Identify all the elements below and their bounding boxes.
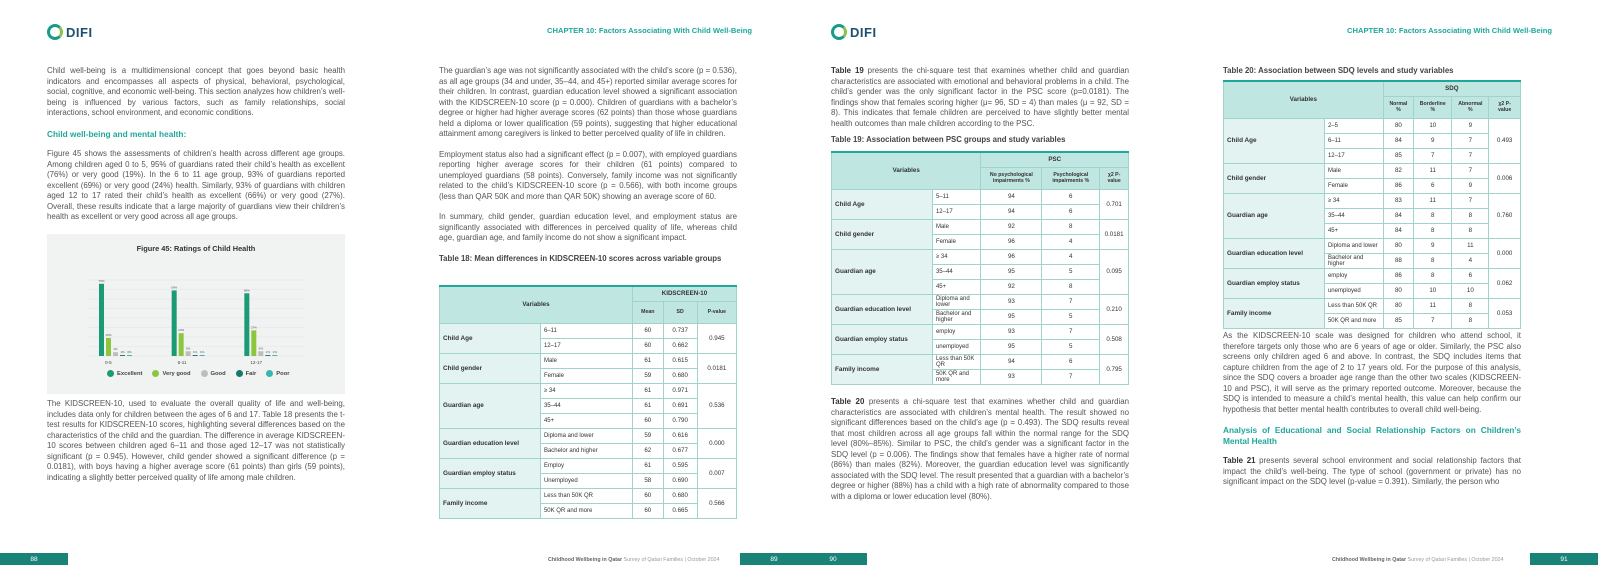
table-subgroup: Diploma and lower [1324, 238, 1383, 253]
difi-logo [831, 24, 877, 40]
table-cell: 92 [981, 279, 1042, 294]
table-group-label: Child Age [1224, 118, 1325, 163]
x-tick-label: 0-5 [105, 360, 112, 365]
table-subgroup: unemployed [932, 339, 980, 354]
x-tick-label: 12-17 [250, 360, 263, 365]
data-label: 4% [113, 347, 118, 352]
paragraph: The KIDSCREEN-10, used to evaluate the overall quality of life and well-being, includes data only for children between the ages of 6 and 17. Table 18 presents the t-test results for KIDSCREEN-10 scores, highlighting several differences based on the characteristics of the child and the guardian. The difference in average KIDSCREEN-10 scores between children aged 6–11 and those aged 12–17 was not statistically significant (p = 0.945). However, child gender showed a significant difference (p = 0.0181), with boys having a higher average score (61 points) than girls (59 points), indicating a slightly better perceived quality of life among male children. [47, 399, 345, 482]
table-cell: 11 [1414, 298, 1452, 313]
table-p-value: 0.062 [1489, 268, 1521, 298]
table-row [440, 323, 737, 338]
data-label: 5% [185, 346, 191, 351]
table-row [832, 219, 1129, 234]
bar-excellent-0-5 [99, 284, 104, 356]
table-subgroup: 45+ [932, 279, 980, 294]
table-cell: 61 [632, 458, 663, 473]
table-cell: 8 [1452, 223, 1489, 238]
table-18 [439, 285, 737, 519]
bar-good-12-17 [258, 351, 263, 356]
table-group-label: Guardian education level [832, 294, 933, 324]
table-cell: 10 [1414, 118, 1452, 133]
table-row [1224, 193, 1521, 208]
data-label: 66% [243, 288, 250, 293]
table-cell: 95 [981, 264, 1042, 279]
table-cell: 7 [1452, 163, 1489, 178]
table-cell: 60 [632, 323, 663, 338]
table-cell: 4 [1042, 249, 1100, 264]
bar-fair-0-5 [120, 355, 125, 356]
section-heading: Analysis of Educational and Social Relationship Factors on Children’s Mental Health [1223, 425, 1521, 446]
table-p-value: 0.053 [1489, 298, 1521, 328]
table-p-value: 0.0181 [697, 353, 736, 383]
table-header-variables: Variables [832, 152, 981, 189]
table-cell: 80 [1383, 298, 1413, 313]
table-cell: 11 [1414, 163, 1452, 178]
table-cell: 94 [981, 189, 1042, 204]
paragraph: Employment status also had a significant effect (p = 0.007), with employed guardians reporting higher average scores for their children (61 points) compared to unemployed guardians (58 points). Conversely, family income was not significantly related to the child’s KIDSCREEN-10 score (p = 0.566), with both income groups (less than QAR 50K and more than QAR 50K) showing an average score of 60. [439, 149, 737, 201]
table-row [1224, 238, 1521, 253]
table-cell: 93 [981, 324, 1042, 339]
table-header-variables: Variables [440, 286, 633, 323]
data-label: 76% [98, 278, 105, 283]
table-subgroup: Female [932, 234, 980, 249]
table-row [832, 189, 1129, 204]
paragraph: The guardian’s age was not significantly associated with the child’s score (p = 0.536), as all age groups (34 and under, 35–44, and 45+) reported similar average scores for their children. In contrast, guardian education level showed a significant association with the KIDSCREEN-10 score (p = 0.000). Children of guardians with a bachelor’s degree or higher had higher average scores (62 points) than those whose guardians held a diploma or lower qualification (59 points), suggesting that higher educational attainment among caregivers is linked to better perceived quality of life in children. [439, 66, 737, 138]
data-label: 1% [272, 350, 278, 355]
table-cell: 9 [1414, 238, 1452, 253]
table-cell: 7 [1042, 324, 1100, 339]
page-number: 89 [740, 553, 808, 565]
table-cell: 8 [1452, 298, 1489, 313]
legend-label: Excellent [117, 370, 143, 377]
table-cell: 80 [1383, 118, 1413, 133]
table-subgroup: ≥ 34 [1324, 193, 1383, 208]
table-p-value: 0.006 [1489, 163, 1521, 193]
table-cell: 8 [1414, 253, 1452, 268]
spread-pages-90-91 [800, 0, 1600, 565]
table-column-header: P-value [697, 301, 736, 323]
table-caption: Table 20: Association between SDQ levels and study variables [1223, 66, 1454, 75]
table-cell: 6 [1452, 268, 1489, 283]
table-cell: 95 [981, 339, 1042, 354]
table-cell: 58 [632, 473, 663, 488]
bar-fair-12-17 [265, 355, 270, 356]
table-cell: 0.690 [663, 473, 697, 488]
table-column-header: Abnormal % [1452, 96, 1489, 118]
table-cell: 6 [1042, 204, 1100, 219]
table-cell: 4 [1042, 234, 1100, 249]
table-p-value: 0.566 [697, 488, 736, 518]
table-group-label: Child gender [440, 353, 541, 383]
legend-swatch-icon [236, 370, 243, 377]
table-subgroup: employ [1324, 268, 1383, 283]
table-20 [1223, 80, 1521, 329]
bar-poor-0-5 [127, 355, 132, 356]
table-subgroup: 12–17 [932, 204, 980, 219]
table-subgroup: Bachelor and higher [932, 309, 980, 324]
bar-poor-12-17 [272, 355, 277, 356]
table-p-value: 0.000 [1489, 238, 1521, 268]
table-subgroup: 6–11 [540, 323, 632, 338]
table-header-group: PSC [981, 152, 1129, 167]
table-cell: 11 [1452, 238, 1489, 253]
table-row [832, 324, 1129, 339]
table-cell: 0.595 [663, 458, 697, 473]
paragraph: As the KIDSCREEN-10 scale was designed for children who attend school, it therefore targets only those who are 6 years of age or older. Similarly, the PSC also screens only children aged 6 and above. In contrast, the SDQ includes items that capture children from the age of 2 to 17 years old. For the purpose of this analysis, since the SDQ covers a broader age range than the other two scales (KIDSCREEN-10 and PSC), it will serve as the primary reported outcome. Moreover, because the SDQ is intended to measure a child’s mental health, this value can help confirm our hypothesis that better mental health contributes to overall child well-being. [1223, 331, 1521, 414]
table-group-label: Child Age [832, 189, 933, 219]
data-label: 69% [171, 285, 178, 290]
paragraph: Table 19 presents the chi-square test that examines whether child and guardian characteristics are associated with emotional and behavioral problems in a child. The child’s gender was the only significant factor in the PSC score (p=0.0181). The findings show that females scoring higher (μ= 96, SD = 4) than males (μ = 92, SD = 8). This indicates that female children are perceived to have slightly better mental health outcomes than male children according to the PSC. [831, 66, 1130, 128]
table-cell: 8 [1414, 268, 1452, 283]
table-cell: 60 [632, 488, 663, 503]
table-header-variables: Variables [1224, 81, 1384, 118]
table-cell: 7 [1414, 313, 1452, 328]
table-cell: 8 [1042, 279, 1100, 294]
table-cell: 6 [1042, 354, 1100, 369]
table-subgroup: 45+ [1324, 223, 1383, 238]
table-19 [831, 151, 1129, 385]
table-cell: 7 [1452, 133, 1489, 148]
page-number: 88 [0, 553, 68, 565]
table-column-header: χ2 P-value [1100, 167, 1129, 189]
table-column-header: Borderline % [1414, 96, 1452, 118]
table-cell: 86 [1383, 178, 1413, 193]
table-cell: 8 [1452, 208, 1489, 223]
page-number: 90 [799, 553, 867, 565]
table-row [440, 458, 737, 473]
table-group-label: Guardian age [440, 383, 541, 428]
legend-label: Fair [245, 370, 257, 377]
table-column-header: χ2 P-value [1489, 96, 1521, 118]
legend-swatch-icon [201, 370, 208, 377]
table-column-header: No psychological impairments % [981, 167, 1042, 189]
footer-credit: Childhood Wellbeing in Qatar Survey of Qatari Families | October 2024 [548, 557, 720, 563]
table-group-label: Guardian employ status [1224, 268, 1325, 298]
table-cell: 84 [1383, 208, 1413, 223]
table-subgroup: Male [540, 353, 632, 368]
table-subgroup: 2–5 [1324, 118, 1383, 133]
table-subgroup: 50K QR and more [1324, 313, 1383, 328]
table-cell: 82 [1383, 163, 1413, 178]
legend-label: Very good [162, 370, 191, 377]
table-cell: 59 [632, 368, 663, 383]
table-cell: 80 [1383, 283, 1413, 298]
table-cell: 7 [1042, 294, 1100, 309]
table-subgroup: 6–11 [1324, 133, 1383, 148]
table-p-value: 0.095 [1100, 249, 1129, 294]
data-label: 27% [250, 325, 257, 330]
page-88-column-top [47, 66, 345, 233]
bar-good-0-5 [113, 352, 118, 356]
table-cell: 0.665 [663, 503, 697, 518]
table-cell: 7 [1452, 148, 1489, 163]
table-p-value: 0.000 [697, 428, 736, 458]
table-cell: 93 [981, 294, 1042, 309]
table-group-label: Child gender [832, 219, 933, 249]
table-header-group: KIDSCREEN-10 [632, 286, 736, 301]
table-cell: 96 [981, 234, 1042, 249]
table-subgroup: 12–17 [1324, 148, 1383, 163]
table-subgroup: Female [540, 368, 632, 383]
table-caption: Table 18: Mean differences in KIDSCREEN-10 scores across variable groups [439, 253, 722, 263]
table-cell: 94 [981, 204, 1042, 219]
table-cell: 84 [1383, 223, 1413, 238]
table-cell: 9 [1414, 133, 1452, 148]
table-subgroup: 50K QR and more [540, 503, 632, 518]
chart-title: Figure 45: Ratings of Child Health [136, 244, 256, 253]
data-label: 0% [127, 350, 132, 355]
table-cell: 7 [1414, 148, 1452, 163]
table-cell: 0.616 [663, 428, 697, 443]
table-cell: 6 [1042, 189, 1100, 204]
difi-logo-icon [831, 24, 847, 40]
table-row [440, 353, 737, 368]
table-p-value: 0.701 [1100, 189, 1129, 219]
bar-excellent-6-11 [172, 290, 177, 356]
data-label: 1% [120, 350, 125, 355]
logo-text: DIFI [66, 24, 93, 40]
table-cell: 0.662 [663, 338, 697, 353]
logo-text: DIFI [850, 24, 877, 40]
table-cell: 0.677 [663, 443, 697, 458]
legend-item [107, 370, 142, 377]
table-cell: 92 [981, 219, 1042, 234]
table-cell: 60 [632, 338, 663, 353]
table-subgroup: 35–44 [932, 264, 980, 279]
table-p-value: 0.760 [1489, 193, 1521, 238]
table-row [440, 383, 737, 398]
table-cell: 0.790 [663, 413, 697, 428]
table-cell: 86 [1383, 268, 1413, 283]
page-90-column-bottom [831, 397, 1129, 512]
table-cell: 8 [1452, 313, 1489, 328]
table-cell: 59 [632, 428, 663, 443]
figure-45 [47, 234, 345, 394]
table-subgroup: Bachelor and higher [1324, 253, 1383, 268]
table-subgroup: Diploma and lower [540, 428, 632, 443]
table-cell: 8 [1042, 219, 1100, 234]
table-cell: 5 [1042, 264, 1100, 279]
page-91-column [1223, 331, 1521, 498]
table-cell: 60 [632, 503, 663, 518]
table-subgroup: Employ [540, 458, 632, 473]
table-subgroup: 35–44 [540, 398, 632, 413]
table-p-value: 0.795 [1100, 354, 1129, 384]
table-cell: 4 [1452, 253, 1489, 268]
table-subgroup: Diploma and lower [932, 294, 980, 309]
table-cell: 62 [632, 443, 663, 458]
table-group-label: Family income [832, 354, 933, 384]
table-group-label: Guardian age [1224, 193, 1325, 238]
table-subgroup: unemployed [1324, 283, 1383, 298]
section-heading: Child well-being and mental health: [47, 128, 187, 139]
legend-item [236, 370, 257, 377]
table-subgroup: Unemployed [540, 473, 632, 488]
legend-label: Good [210, 370, 226, 377]
legend-item [152, 370, 190, 377]
paragraph: Figure 45 shows the assessments of children’s health across different age groups. Among children aged 0 to 5, 95% of guardians rated their child’s health as excellent (76%) or very good (19%). In the 6 to 11 age group, 93% of guardians reported excellent (69%) or very good (24%) health. Similarly, 93% of guardians with children aged 12 to 17 rated their child’s health as excellent (66%) or very good (27%). Overall, these results indicate that a large majority of guardians view their children’s health as excellent or very good across all age groups. [47, 149, 345, 221]
paragraph: Child well-being is a multidimensional concept that goes beyond basic health indicators and encompasses all aspects of physical, behavioral, psychological, social, cognitive, and economic well-being. This section analyzes how children’s well-being is influenced by various factors, such as family relationships, social interactions, school environment, and economic conditions. [47, 66, 345, 117]
table-subgroup: Less than 50K QR [1324, 298, 1383, 313]
table-p-value: 0.007 [697, 458, 736, 488]
table-cell: 0.737 [663, 323, 697, 338]
table-subgroup: Bachelor and higher [540, 443, 632, 458]
table-subgroup: Female [1324, 178, 1383, 193]
table-cell: 61 [632, 398, 663, 413]
bar-good-6-11 [186, 351, 191, 356]
table-subgroup: 45+ [540, 413, 632, 428]
bar-very-good-6-11 [179, 333, 184, 356]
bar-excellent-12-17 [244, 293, 249, 356]
table-group-label: Guardian employ status [832, 324, 933, 354]
table-group-label: Guardian age [832, 249, 933, 294]
legend-item [201, 370, 226, 377]
chapter-title: CHAPTER 10: Factors Associating With Child Well-Being [1347, 26, 1552, 35]
paragraph: In summary, child gender, guardian education level, and employment status are significantly associated with differences in perceived quality of life, whereas child age, guardian age, and family income do not show a significant impact. [439, 212, 737, 242]
data-label: 1% [265, 350, 271, 355]
table-cell: 80 [1383, 238, 1413, 253]
data-label: 1% [192, 350, 198, 355]
table-cell: 5 [1042, 309, 1100, 324]
table-group-label: Guardian employ status [440, 458, 541, 488]
table-group-label: Guardian education level [1224, 238, 1325, 268]
difi-logo [47, 24, 93, 40]
table-cell: 60 [632, 413, 663, 428]
table-p-value: 0.945 [697, 323, 736, 353]
table-cell: 96 [981, 249, 1042, 264]
table-p-value: 0.493 [1489, 118, 1521, 163]
table-cell: 6 [1414, 178, 1452, 193]
legend-swatch-icon [152, 370, 159, 377]
table-subgroup: Male [932, 219, 980, 234]
bar-very-good-12-17 [251, 330, 256, 356]
table-cell: 10 [1452, 283, 1489, 298]
table-cell: 84 [1383, 133, 1413, 148]
table-row [1224, 163, 1521, 178]
data-label: 19% [105, 332, 112, 337]
legend-label: Poor [276, 370, 290, 377]
table-cell: 10 [1414, 283, 1452, 298]
difi-logo-icon [47, 24, 63, 40]
table-column-header: SD [663, 301, 697, 323]
bar-fair-6-11 [193, 355, 198, 356]
table-subgroup: 12–17 [540, 338, 632, 353]
paragraph: Table 20 presents a chi-square test that examines whether child and guardian characteristics are associated with children’s mental health. The result showed no significant differences based on the child’s age (p = 0.493). The SDQ results reveal that most children across all age groups fall within the normal range for the SDQ level (80%–85%). Similar to PSC, the child’s gender was a significant factor in the SDQ level (p = 0.006). The findings show that females have a higher rate of normal (86%) than males (82%). Moreover, the guardian education level was significantly associated with the SDQ level. The result presented that a guardian with a bachelor’s degree or higher (88%) has a child with a high rate of abnormality compared to those with a diploma or lower education level (80%). [831, 397, 1129, 501]
table-cell: 61 [632, 383, 663, 398]
legend-item [266, 370, 289, 377]
table-group-label: Family income [1224, 298, 1325, 328]
table-subgroup: 35–44 [1324, 208, 1383, 223]
legend-swatch-icon [266, 370, 273, 377]
legend-swatch-icon [107, 370, 114, 377]
table-subgroup: 50K QR and more [932, 369, 980, 384]
table-group-label: Guardian education level [440, 428, 541, 458]
table-subgroup: Less than 50K QR [932, 354, 980, 369]
table-cell: 85 [1383, 148, 1413, 163]
table-subgroup: ≥ 34 [932, 249, 980, 264]
table-p-value: 0.536 [697, 383, 736, 428]
table-row [1224, 298, 1521, 313]
table-cell: 61 [632, 353, 663, 368]
bar-poor-6-11 [200, 355, 205, 356]
table-cell: 0.971 [663, 383, 697, 398]
table-subgroup: employ [932, 324, 980, 339]
table-p-value: 0.508 [1100, 324, 1129, 354]
table-row [1224, 268, 1521, 283]
page-88-column-bottom [47, 399, 345, 493]
chart-legend [107, 370, 290, 377]
table-column-header: Normal % [1383, 96, 1413, 118]
table-row [440, 488, 737, 503]
table-subgroup: 5–11 [932, 189, 980, 204]
table-cell: 5 [1042, 339, 1100, 354]
table-cell: 93 [981, 369, 1042, 384]
table-cell: 9 [1452, 178, 1489, 193]
table-cell: 8 [1414, 208, 1452, 223]
table-cell: 8 [1414, 223, 1452, 238]
table-subgroup: Less than 50K QR [540, 488, 632, 503]
table-cell: 0.680 [663, 488, 697, 503]
paragraph: Table 21 presents several school environment and social relationship factors that impact the child’s well-being. The type of school (government or private) has no significant impact on the SDQ level (p-value = 0.391). Similarly, the person who [1223, 456, 1521, 486]
table-column-header: Mean [632, 301, 663, 323]
x-tick-label: 6-11 [177, 360, 187, 365]
page-number: 91 [1530, 553, 1598, 565]
bar-very-good-0-5 [106, 338, 111, 356]
table-caption: Table 19: Association between PSC groups and study variables [831, 135, 1066, 144]
table-cell: 7 [1452, 193, 1489, 208]
page-89-column [439, 66, 737, 273]
table-group-label: Child Age [440, 323, 541, 353]
table-row [832, 354, 1129, 369]
table-cell: 83 [1383, 193, 1413, 208]
footer-credit: Childhood Wellbeing in Qatar Survey of Qatari Families | October 2024 [1332, 557, 1504, 563]
data-label: 24% [178, 328, 185, 333]
table-cell: 9 [1452, 118, 1489, 133]
chapter-title: CHAPTER 10: Factors Associating With Child Well-Being [547, 26, 752, 35]
table-row [1224, 118, 1521, 133]
table-row [832, 294, 1129, 309]
table-cell: 85 [1383, 313, 1413, 328]
table-group-label: Child gender [1224, 163, 1325, 193]
table-cell: 94 [981, 354, 1042, 369]
table-cell: 0.680 [663, 368, 697, 383]
table-cell: 7 [1042, 369, 1100, 384]
table-row [440, 428, 737, 443]
table-cell: 0.691 [663, 398, 697, 413]
table-cell: 11 [1414, 193, 1452, 208]
data-label: 5% [258, 346, 264, 351]
table-group-label: Family income [440, 488, 541, 518]
table-p-value: 0.210 [1100, 294, 1129, 324]
table-header-group: SDQ [1383, 81, 1520, 96]
table-p-value: 0.0181 [1100, 219, 1129, 249]
table-subgroup: ≥ 34 [540, 383, 632, 398]
table-row [832, 249, 1129, 264]
table-cell: 88 [1383, 253, 1413, 268]
table-cell: 95 [981, 309, 1042, 324]
table-cell: 0.615 [663, 353, 697, 368]
table-column-header: Psychological impairments % [1042, 167, 1100, 189]
page-90-column-top [831, 66, 1129, 155]
data-label: 1% [199, 350, 205, 355]
table-subgroup: Male [1324, 163, 1383, 178]
